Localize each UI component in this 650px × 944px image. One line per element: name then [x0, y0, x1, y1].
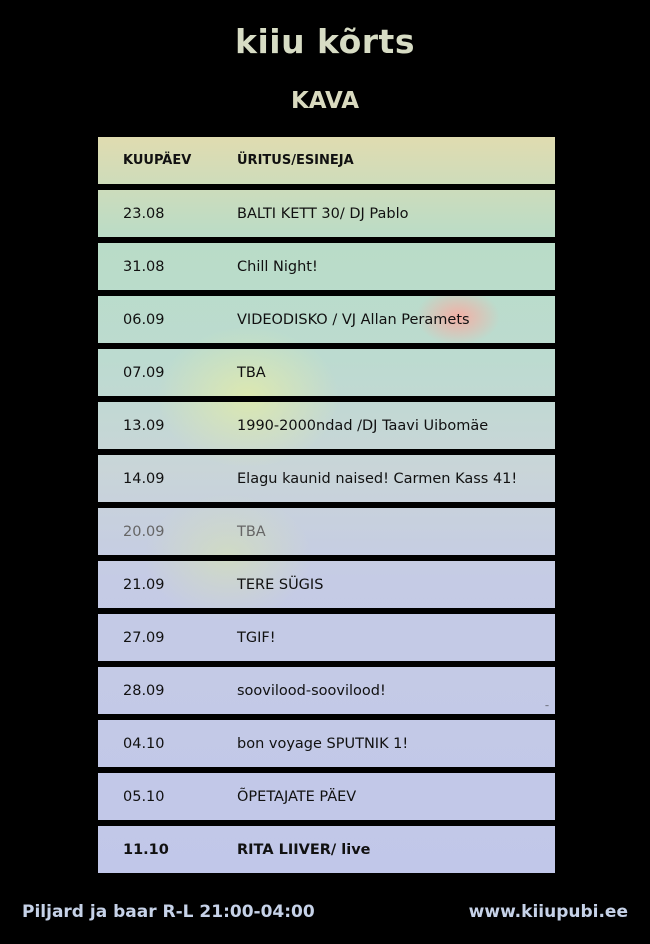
row-event: Elagu kaunid naised! Carmen Kass 41!	[237, 470, 518, 487]
table-row	[98, 402, 555, 455]
row-date: 14.09	[123, 470, 165, 487]
table-header-row	[98, 137, 555, 190]
table-row	[98, 296, 555, 349]
row-event: 1990-2000ndad /DJ Taavi Uibomäe	[237, 417, 489, 434]
row-date: 11.10	[123, 841, 169, 858]
row-date: 27.09	[123, 629, 165, 646]
row-date: 31.08	[123, 258, 165, 275]
row-date: 20.09	[123, 523, 165, 540]
row-date: 05.10	[123, 788, 165, 805]
header-event: ÜRITUS/ESINEJA	[237, 153, 354, 168]
website-link[interactable]: www.kiiupubi.ee	[468, 902, 628, 922]
header-date: KUUPÄEV	[123, 153, 192, 168]
decorative-mark: –	[545, 701, 549, 710]
row-event: RITA LIIVER/ live	[237, 841, 371, 858]
row-date: 28.09	[123, 682, 165, 699]
table-row	[98, 349, 555, 402]
row-date: 04.10	[123, 735, 165, 752]
row-date: 06.09	[123, 311, 165, 328]
row-date: 13.09	[123, 417, 165, 434]
table-row	[98, 614, 555, 667]
table-row	[98, 508, 555, 561]
schedule-heading: KAVA	[290, 88, 360, 114]
row-date: 23.08	[123, 205, 165, 222]
row-event: TBA	[237, 364, 266, 381]
table-row	[98, 243, 555, 296]
row-event: TBA	[237, 523, 266, 540]
row-event: BALTI KETT 30/ DJ Pablo	[237, 205, 409, 222]
table-row	[98, 190, 555, 243]
table-row	[98, 561, 555, 614]
row-date: 07.09	[123, 364, 165, 381]
table-row	[98, 720, 555, 773]
row-event: VIDEODISKO / VJ Allan Peramets	[237, 311, 470, 328]
row-event: Chill Night!	[237, 258, 318, 275]
row-date: 21.09	[123, 576, 165, 593]
table-row	[98, 773, 555, 826]
opening-hours: Piljard ja baar R-L 21:00-04:00	[22, 902, 315, 922]
table-row	[98, 667, 555, 720]
row-event: bon voyage SPUTNIK 1!	[237, 735, 409, 752]
row-event: TGIF!	[237, 629, 276, 646]
row-event: ÕPETAJATE PÄEV	[237, 788, 357, 805]
table-row	[98, 826, 555, 873]
row-event: TERE SÜGIS	[237, 576, 324, 593]
schedule-table	[98, 137, 555, 873]
table-row	[98, 455, 555, 508]
row-event: soovilood-soovilood!	[237, 682, 386, 699]
venue-title: kiiu kõrts	[235, 22, 415, 61]
